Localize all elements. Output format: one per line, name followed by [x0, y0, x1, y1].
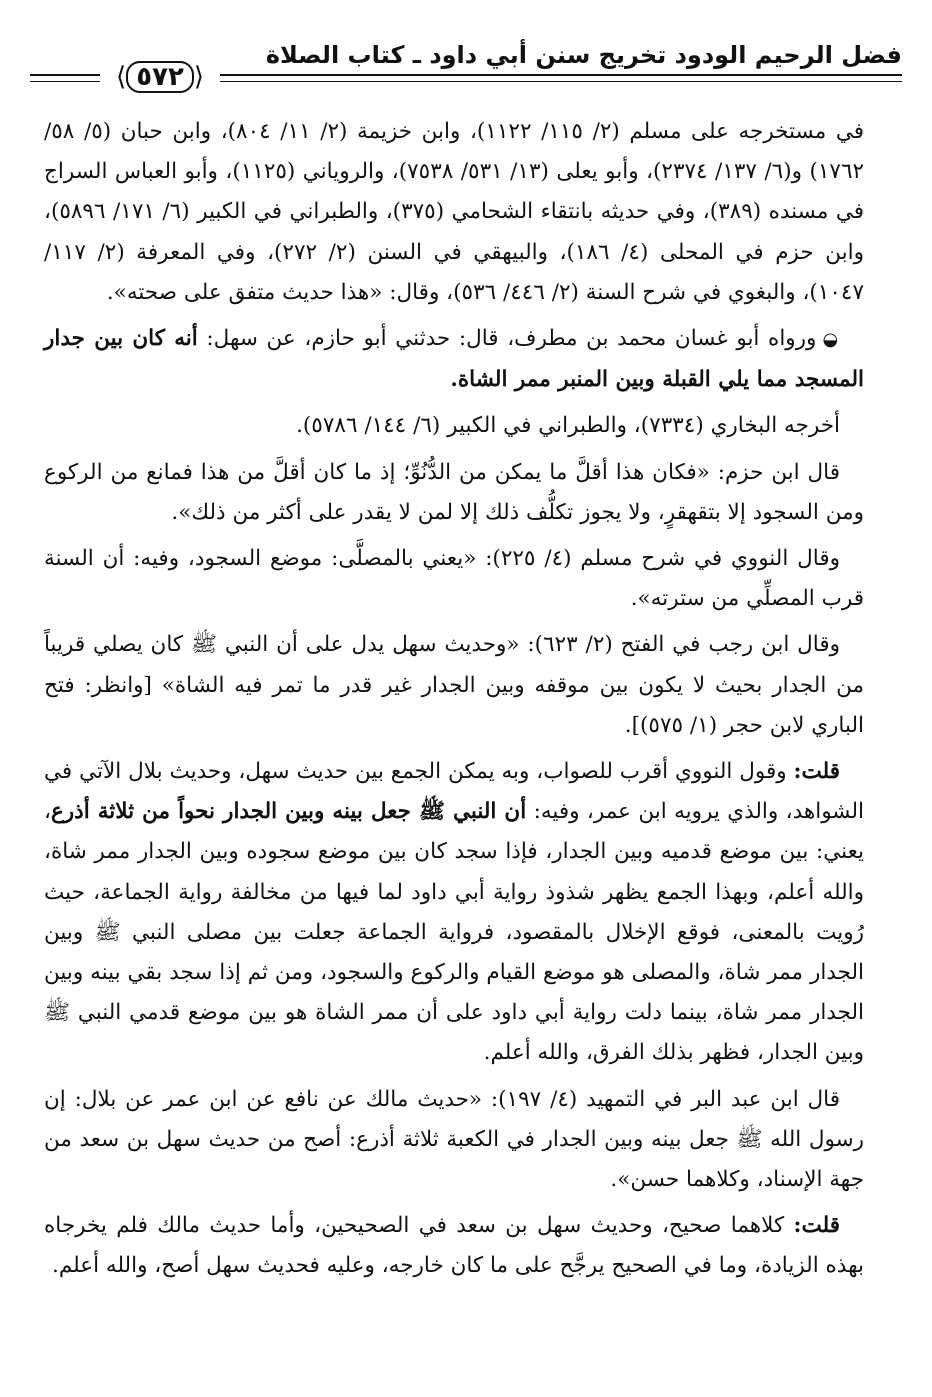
paragraph-qultu-2 — [44, 1206, 864, 1286]
running-header: فضل الرحيم الودود تخريج سنن أبي داود ـ كتاب الصلاة — [265, 41, 902, 69]
bullet-icon: ◒ — [822, 329, 840, 351]
paragraph-takhrij: في مستخرجه على مسلم (٢/ ١١٥/ ١١٢٢)، وابن خزيمة (٢/ ١١/ ٨٠٤)، وابن حبان (٥/ ٥٨/ ١٧٦٢) و(٦/ ١٣٧/ ٢٣٧٤)، وأبو يعلى (١٣/ ٥٣١/ ٧٥٣٨)، والروياني (١١٢٥)، وأبو العباس السراج في مسنده (٣٨٩)، وفي حديثه بانتقاء الشحامي (٣٧٥)، والطبراني في الكبير (٦/ ١٧١/ ٥٨٩٦)، وابن حزم في المحلى (٤/ ١٨٦)، والبيهقي في السنن (٢/ ٢٧٢)، وفي المعرفة (٢/ ١١٧/ ١٠٤٧)، والبغوي في شرح السنة (٢/ ٤٤٦/ ٥٣٦)، وقال: «هذا حديث متفق على صحته». — [44, 119, 865, 305]
page-number: ٥٧٢ — [126, 61, 194, 93]
paragraph-ibn-abd-albarr: قال ابن عبد البر في التمهيد (٤/ ١٩٧): «حديث مالك عن نافع عن ابن عمر عن بلال: إن رسول الله ﷺ جعل بينه وبين الجدار في الكعبة ثلاثة أذرع: أصح من حديث سهل بن سعد من جهة الإسناد، وكلاهما حسن». — [44, 1086, 864, 1193]
paragraph-bukhari: أخرجه البخاري (٧٣٣٤)، والطبراني في الكبير (٦/ ١٤٤/ ٥٧٨٦). — [296, 413, 840, 439]
qultu-label: قلت: — [793, 759, 840, 785]
qultu-text-a: وقول النووي أقرب للصواب، وبه يمكن الجمع بين حديث سهل، وحديث بلال الآتي في الشواهد، والذي يرويه ابن عمر، وفيه: — [44, 759, 864, 825]
qultu-text: كلاهما صحيح، وحديث سهل بن سعد في الصحيحين، وأما حديث مالك فلم يخرجاه بهذه الزيادة، وما في الصحيح يرجَّح على ما كان خارجه، وعليه فحديث سهل أصح، والله أعلم. — [44, 1213, 864, 1279]
riwaya-text: ورواه أبو غسان محمد بن مطرف، قال: حدثني أبو حازم، عن سهل: — [197, 326, 817, 352]
qultu-label: قلت: — [793, 1213, 840, 1239]
paragraph-nawawi: وقال النووي في شرح مسلم (٤/ ٢٢٥): «يعني بالمصلَّى: موضع السجود، وفيه: أن السنة قرب المصلِّي من سترته». — [44, 546, 864, 612]
paragraph-ibn-rajab: وقال ابن رجب في الفتح (٢/ ٦٢٣): «وحديث سهل يدل على أن النبي ﷺ كان يصلي قريباً من الجدار بحيث لا يكون بين موقفه وبين الجدار غير قدر ما تمر فيه الشاة» [وانظر: فتح الباري لابن حجر (١/ ٥٧٥)]. — [44, 632, 864, 738]
ornament-right: ⟨ — [193, 62, 204, 92]
page-number-badge — [100, 60, 220, 94]
qultu-matn: أن النبي ﷺ جعل بينه وبين الجدار نحواً من ثلاثة أذرع — [50, 799, 527, 825]
paragraph-ibn-hazm: قال ابن حزم: «فكان هذا أقلَّ ما يمكن من الدُّنُوِّ؛ إذ ما كان أقلَّ من هذا فمانع من الركوع ومن السجود إلا بتقهقرٍ، ولا يجوز تكلُّف ذلك إلا لمن لا يقدر على أكثر من ذلك». — [44, 459, 864, 525]
ornament-left: ⟩ — [116, 62, 127, 92]
paragraph-riwaya — [44, 319, 864, 400]
riwaya-matn: أنه كان بين جدار المسجد مما يلي القبلة وبين المنبر ممر الشاة. — [44, 326, 864, 393]
page-body — [44, 112, 864, 1293]
qultu-text-b: ، يعني: بين موضع قدميه وبين الجدار، فإذا سجد كان بين موضع سجوده وبين الجدار ممر شاة، والله أعلم، وبهذا الجمع يظهر شذوذ رواية أبي داود لما فيها من مخالفة رواية الجماعة، حيث رُويت بالمعنى، فوقع الإخلال بالمقصود، فرواية الجماعة جعلت بين مصلى النبي ﷺ وبين الجدار ممر شاة، والمصلى هو موضع القيام والركوع والسجود، ومن ثم إذا سجد بقي بينه وبين الجدار ممر شاة، بينما دلت رواية أبي داود على أن ممر الشاة هو بين موضع قدمي النبي ﷺ وبين الجدار، فظهر بذلك الفرق، والله أعلم. — [44, 799, 864, 1066]
paragraph-qultu-1 — [44, 752, 864, 1074]
